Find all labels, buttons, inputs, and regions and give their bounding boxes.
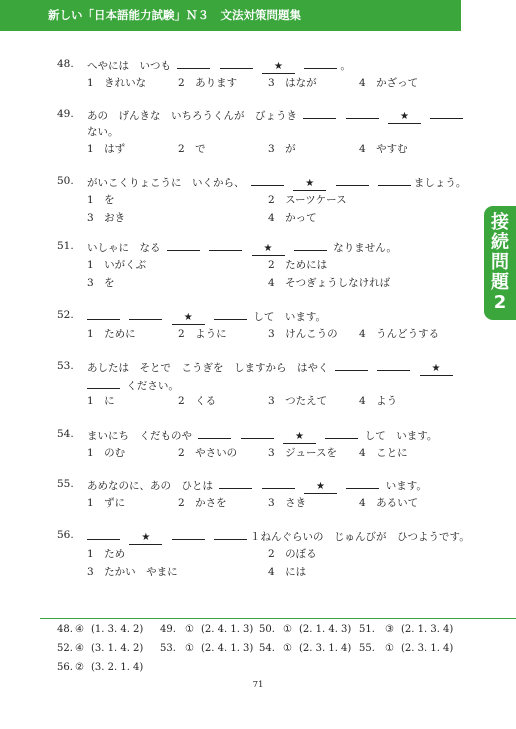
answer-blank xyxy=(346,106,379,119)
option-2: 2 ためには xyxy=(268,259,328,271)
option-1: 1 に xyxy=(87,395,115,407)
star-blank: ★ xyxy=(252,243,285,256)
answer-num: 51. xyxy=(359,624,375,635)
answer-blank xyxy=(172,527,205,540)
answer-mark: ④ xyxy=(75,624,84,635)
option-2: 2 ように xyxy=(178,328,227,340)
option-3: 3 けんこうの xyxy=(268,328,338,340)
option-1: 1 はず xyxy=(87,143,126,155)
header-title: 新しい「日本語能力試験」Ｎ３ 文法対策問題集 xyxy=(48,8,301,22)
answer-divider xyxy=(40,618,516,619)
answer-num: 50. xyxy=(259,624,275,635)
answer-blank xyxy=(378,173,411,186)
option-4: 4 かざって xyxy=(359,77,419,89)
answer-blank xyxy=(294,238,327,251)
option-2: 2 くる xyxy=(178,395,217,407)
option-4: 4 ことに xyxy=(359,447,408,459)
option-4: 4 うんどうする xyxy=(359,328,440,340)
answer-order: (2. 4. 1. 3) xyxy=(201,624,254,635)
question-text-continued: ない。 xyxy=(87,126,119,138)
answer-blank xyxy=(336,173,369,186)
star-blank: ★ xyxy=(129,532,162,545)
section-tab-number: 2 xyxy=(493,292,507,313)
section-tab-char-1: 接 xyxy=(491,212,509,233)
answer-mark: ② xyxy=(75,662,84,673)
question-number: 51. xyxy=(57,240,74,252)
question-number: 50. xyxy=(57,175,74,187)
answer-order: (2. 3. 1. 4) xyxy=(299,643,352,654)
answer-mark: ③ xyxy=(385,624,394,635)
question-text-end: なりません。 xyxy=(333,242,397,254)
option-3: 3 が xyxy=(268,143,296,155)
option-2: 2 で xyxy=(178,143,206,155)
answer-num: 55. xyxy=(359,643,375,654)
answer-blank xyxy=(129,307,162,320)
option-4: 4 には xyxy=(268,566,307,578)
question-text-end: １ねんぐらいの じゅんびが ひつようです。 xyxy=(250,531,470,543)
answer-num: 54. xyxy=(259,643,275,654)
answer-blank xyxy=(209,238,242,251)
question-number: 49. xyxy=(57,108,74,120)
question-text-end: ましょう。 xyxy=(413,177,467,189)
question-text-continued: ください。 xyxy=(126,380,179,392)
question-number: 55. xyxy=(57,478,74,490)
answer-blank xyxy=(325,426,358,439)
question-text: へやには いつも xyxy=(87,60,171,72)
star-blank: ★ xyxy=(304,481,337,494)
star-blank: ★ xyxy=(172,312,205,325)
answer-order: (3. 1. 4. 2) xyxy=(91,643,144,654)
answer-num: 48. xyxy=(57,624,73,635)
option-2: 2 かさを xyxy=(178,497,227,509)
section-tab-char-2: 続 xyxy=(491,232,509,253)
header-bar xyxy=(0,0,461,31)
question-text: あしたは そとで こうぎを しますから はやく xyxy=(87,362,329,374)
star-blank: ★ xyxy=(420,363,453,376)
answer-blank xyxy=(377,358,410,371)
answer-blank xyxy=(220,56,253,69)
question-text-end: して います。 xyxy=(364,430,438,442)
answer-order: (2. 1. 3. 4) xyxy=(401,624,454,635)
question-number: 56. xyxy=(57,529,74,541)
question-number: 52. xyxy=(57,309,74,321)
answer-order: (2. 4. 1. 3) xyxy=(201,643,254,654)
answer-blank xyxy=(251,173,284,186)
answer-mark: ① xyxy=(385,643,394,654)
section-tab-char-4: 題 xyxy=(491,272,509,293)
answer-blank xyxy=(214,307,247,320)
answer-num: 56. xyxy=(57,662,73,673)
question-text-end: 。 xyxy=(340,60,351,72)
answer-mark: ① xyxy=(185,624,194,635)
option-3: 3 はなが xyxy=(268,77,317,89)
option-4: 4 かって xyxy=(268,212,317,224)
option-4: 4 やすむ xyxy=(359,143,408,155)
option-3: 3 さき xyxy=(268,497,307,509)
answer-blank xyxy=(346,476,379,489)
star-blank: ★ xyxy=(283,431,316,444)
star-blank: ★ xyxy=(293,178,326,191)
option-3: 3 ジュースを xyxy=(268,447,337,459)
section-tab-char-3: 問 xyxy=(491,252,509,273)
star-blank: ★ xyxy=(262,61,295,74)
answer-blank xyxy=(241,426,274,439)
option-1: 1 いがくぶ xyxy=(87,259,147,271)
option-2: 2 のぼる xyxy=(268,548,317,560)
answer-blank xyxy=(167,238,200,251)
question-text: あめなのに、あの ひとは xyxy=(87,480,213,492)
answer-mark: ① xyxy=(283,643,292,654)
answer-blank xyxy=(87,527,120,540)
answer-blank xyxy=(87,307,120,320)
option-3: 3 つたえて xyxy=(268,395,328,407)
option-1: 1 ために xyxy=(87,328,136,340)
option-4: 4 そつぎょうしなければ xyxy=(268,277,391,289)
answer-blank xyxy=(262,476,295,489)
option-1: 1 きれいな xyxy=(87,77,147,89)
answer-mark: ④ xyxy=(75,643,84,654)
answer-blank xyxy=(303,106,336,119)
answer-mark: ① xyxy=(185,643,194,654)
answer-order: (3. 2. 1. 4) xyxy=(91,662,144,673)
option-3: 3 たかい やまに xyxy=(87,566,178,578)
question-text-end: して います。 xyxy=(253,311,327,323)
question-text-end: います。 xyxy=(385,480,427,492)
answer-order: (2. 3. 1. 4) xyxy=(401,643,454,654)
question-number: 53. xyxy=(57,360,74,372)
page-number: 71 xyxy=(252,680,264,690)
option-2: 2 あります xyxy=(178,77,238,89)
option-1: 1 ため xyxy=(87,548,126,560)
option-2: 2 スーツケース xyxy=(268,194,347,206)
answer-order: (1. 3. 4. 2) xyxy=(91,624,144,635)
answer-num: 52. xyxy=(57,643,73,654)
answer-blank xyxy=(87,376,120,389)
option-1: 1 ずに xyxy=(87,497,126,509)
question-number: 48. xyxy=(57,58,74,70)
question-text: いしゃに なる xyxy=(87,242,161,254)
answer-blank xyxy=(219,476,252,489)
answer-blank xyxy=(198,426,231,439)
star-blank: ★ xyxy=(388,111,421,124)
question-text: がいこくりょこうに いくから、 xyxy=(87,177,245,189)
question-text: まいにち くだものや xyxy=(87,430,192,442)
answer-blank xyxy=(177,56,210,69)
answer-blank xyxy=(430,106,463,119)
answer-mark: ① xyxy=(283,624,292,635)
option-3: 3 おき xyxy=(87,212,126,224)
section-tab xyxy=(484,206,516,320)
option-2: 2 やさいの xyxy=(178,447,238,459)
question-text: あの げんきな いちろうくんが びょうき xyxy=(87,110,297,122)
answer-blank xyxy=(304,56,337,69)
question-number: 54. xyxy=(57,428,74,440)
option-4: 4 よう xyxy=(359,395,398,407)
option-1: 1 を xyxy=(87,194,115,206)
option-3: 3 を xyxy=(87,277,115,289)
answer-order: (2. 1. 4. 3) xyxy=(299,624,352,635)
answer-num: 53. xyxy=(160,643,176,654)
option-4: 4 あるいて xyxy=(359,497,419,509)
answer-blank xyxy=(214,527,247,540)
option-1: 1 のむ xyxy=(87,447,126,459)
answer-blank xyxy=(335,358,368,371)
answer-num: 49. xyxy=(160,624,176,635)
